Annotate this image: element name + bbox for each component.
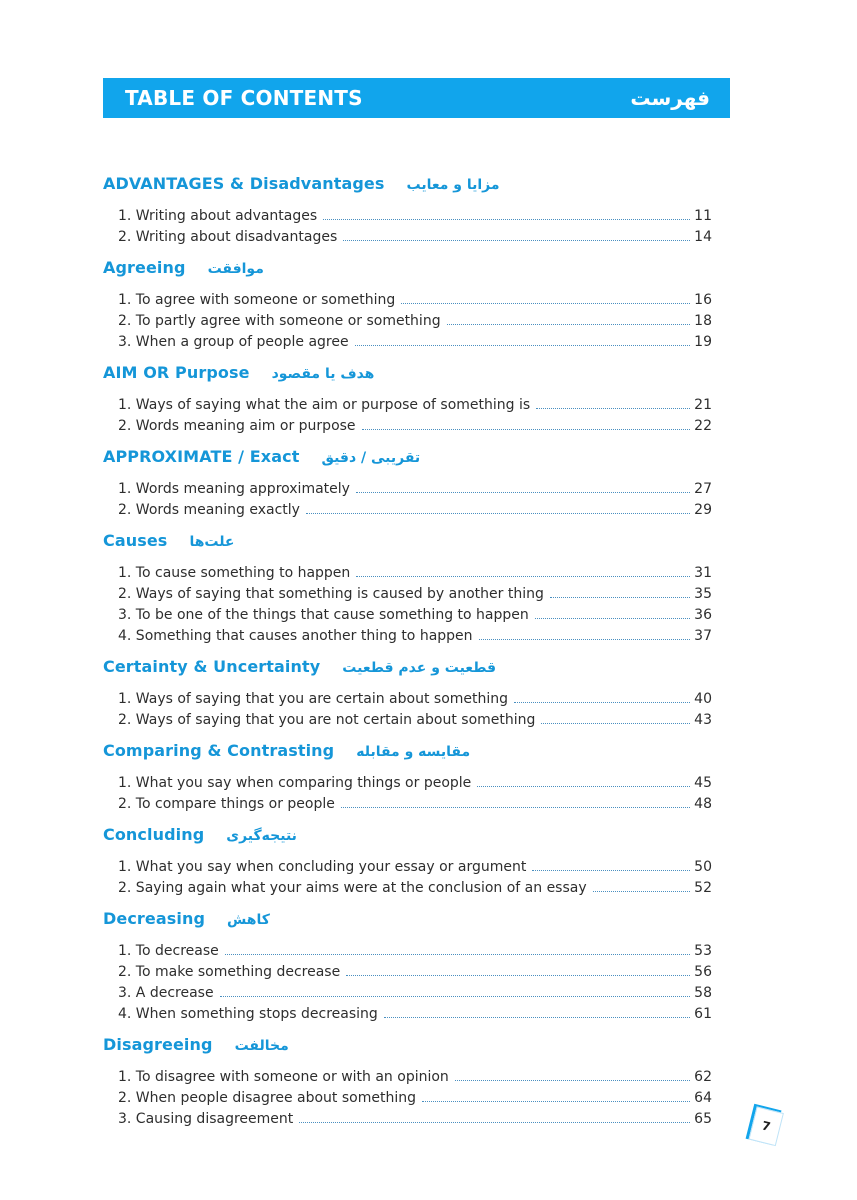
section-title: Concluding bbox=[103, 825, 205, 844]
dotted-leader bbox=[514, 702, 690, 703]
toc-entry bbox=[103, 602, 712, 623]
entry-page-number: 16 bbox=[694, 292, 712, 308]
entry-page-number: 43 bbox=[694, 712, 712, 728]
entry-text: 3. To be one of the things that cause something to happen bbox=[118, 607, 529, 623]
entry-page-number: 61 bbox=[694, 1006, 712, 1022]
toc-entry bbox=[103, 875, 712, 896]
toc-entry bbox=[103, 1064, 712, 1085]
entry-text: 1. To disagree with someone or with an opinion bbox=[118, 1069, 449, 1085]
entry-text: 4. Something that causes another thing to happen bbox=[118, 628, 473, 644]
entry-page-number: 22 bbox=[694, 418, 712, 434]
section-title: APPROXIMATE / Exact bbox=[103, 447, 300, 466]
section-heading bbox=[103, 258, 712, 283]
section-heading bbox=[103, 174, 712, 199]
toc-section bbox=[103, 363, 712, 434]
entry-page-number: 58 bbox=[694, 985, 712, 1001]
section-title: ADVANTAGES & Disadvantages bbox=[103, 174, 385, 193]
entry-text: 2. Ways of saying that you are not certain about something bbox=[118, 712, 536, 728]
section-title-persian: مخالفت bbox=[234, 1038, 289, 1054]
toc-entry bbox=[103, 707, 712, 728]
entry-text: 2. Words meaning exactly bbox=[118, 502, 300, 518]
page-title: TABLE OF CONTENTS bbox=[125, 86, 363, 110]
entry-page-number: 52 bbox=[694, 880, 712, 896]
toc-section bbox=[103, 825, 712, 896]
toc-entry bbox=[103, 686, 712, 707]
section-title-persian: کاهش bbox=[227, 912, 270, 928]
section-title-persian: نتیجه‌گیری bbox=[226, 828, 297, 844]
dotted-leader bbox=[355, 345, 690, 346]
entry-text: 1. Writing about advantages bbox=[118, 208, 318, 224]
dotted-leader bbox=[341, 807, 690, 808]
header-banner bbox=[103, 78, 730, 118]
entry-text: 3. Causing disagreement bbox=[118, 1111, 294, 1127]
toc-section bbox=[103, 1035, 712, 1127]
dotted-leader bbox=[356, 492, 690, 493]
toc-section bbox=[103, 741, 712, 812]
section-heading bbox=[103, 741, 712, 766]
dotted-leader bbox=[536, 408, 690, 409]
toc-entry bbox=[103, 476, 712, 497]
entry-text: 1. To cause something to happen bbox=[118, 565, 351, 581]
section-title: Causes bbox=[103, 531, 168, 550]
entry-text: 2. Words meaning aim or purpose bbox=[118, 418, 356, 434]
table-of-contents bbox=[103, 174, 712, 1140]
entry-page-number: 31 bbox=[694, 565, 712, 581]
page-number-badge bbox=[745, 1104, 786, 1151]
entry-page-number: 36 bbox=[694, 607, 712, 623]
section-heading bbox=[103, 825, 712, 850]
dotted-leader bbox=[356, 576, 690, 577]
toc-entry bbox=[103, 770, 712, 791]
dotted-leader bbox=[447, 324, 690, 325]
toc-entry bbox=[103, 980, 712, 1001]
toc-entry bbox=[103, 959, 712, 980]
entry-text: 2. Writing about disadvantages bbox=[118, 229, 338, 245]
toc-entry bbox=[103, 392, 712, 413]
entry-text: 2. Ways of saying that something is caused by another thing bbox=[118, 586, 544, 602]
entry-page-number: 27 bbox=[694, 481, 712, 497]
entry-page-number: 19 bbox=[694, 334, 712, 350]
dotted-leader bbox=[479, 639, 690, 640]
dotted-leader bbox=[422, 1101, 690, 1102]
section-title-persian: قطعیت و عدم قطعیت bbox=[342, 660, 497, 676]
dotted-leader bbox=[306, 513, 690, 514]
section-title-persian: مقایسه و مقابله bbox=[356, 744, 471, 760]
section-title-persian: تقریبی / دقیق bbox=[321, 450, 421, 466]
entry-text: 3. When a group of people agree bbox=[118, 334, 349, 350]
entry-text: 1. What you say when comparing things or people bbox=[118, 775, 472, 791]
toc-entry bbox=[103, 329, 712, 350]
entry-text: 1. What you say when concluding your essay or argument bbox=[118, 859, 527, 875]
entry-text: 2. When people disagree about something bbox=[118, 1090, 416, 1106]
entry-page-number: 53 bbox=[694, 943, 712, 959]
dotted-leader bbox=[593, 891, 690, 892]
entry-text: 4. When something stops decreasing bbox=[118, 1006, 378, 1022]
dotted-leader bbox=[535, 618, 690, 619]
toc-entry bbox=[103, 287, 712, 308]
dotted-leader bbox=[541, 723, 690, 724]
toc-section bbox=[103, 657, 712, 728]
entry-page-number: 65 bbox=[694, 1111, 712, 1127]
entry-text: 1. Ways of saying what the aim or purpose of something is bbox=[118, 397, 531, 413]
section-heading bbox=[103, 447, 712, 472]
section-title: Disagreeing bbox=[103, 1035, 213, 1054]
toc-entry bbox=[103, 308, 712, 329]
toc-section bbox=[103, 909, 712, 1022]
section-title-persian: هدف یا مقصود bbox=[271, 366, 375, 382]
toc-entry bbox=[103, 224, 712, 245]
page-number: 7 bbox=[760, 1118, 772, 1135]
dotted-leader bbox=[343, 240, 690, 241]
entry-text: 1. To decrease bbox=[118, 943, 219, 959]
toc-section bbox=[103, 531, 712, 644]
toc-entry bbox=[103, 413, 712, 434]
section-title-persian: موافقت bbox=[207, 261, 264, 277]
section-heading bbox=[103, 531, 712, 556]
toc-entry bbox=[103, 938, 712, 959]
toc-entry bbox=[103, 1085, 712, 1106]
toc-entry bbox=[103, 497, 712, 518]
entry-page-number: 50 bbox=[694, 859, 712, 875]
toc-entry bbox=[103, 1001, 712, 1022]
toc-entry bbox=[103, 791, 712, 812]
entry-page-number: 18 bbox=[694, 313, 712, 329]
section-title: Certainty & Uncertainty bbox=[103, 657, 321, 676]
section-title: Agreeing bbox=[103, 258, 186, 277]
toc-entry bbox=[103, 560, 712, 581]
entry-text: 2. To compare things or people bbox=[118, 796, 335, 812]
entry-text: 2. To make something decrease bbox=[118, 964, 341, 980]
entry-text: 3. A decrease bbox=[118, 985, 214, 1001]
dotted-leader bbox=[401, 303, 690, 304]
entry-text: 1. Words meaning approximately bbox=[118, 481, 350, 497]
toc-section bbox=[103, 447, 712, 518]
toc-entry bbox=[103, 1106, 712, 1127]
section-title-persian: علت‌ها bbox=[189, 534, 235, 550]
entry-page-number: 29 bbox=[694, 502, 712, 518]
toc-section bbox=[103, 258, 712, 350]
dotted-leader bbox=[362, 429, 690, 430]
page-title-persian: فهرست bbox=[630, 86, 710, 110]
toc-entry bbox=[103, 581, 712, 602]
section-heading bbox=[103, 1035, 712, 1060]
entry-page-number: 35 bbox=[694, 586, 712, 602]
toc-entry bbox=[103, 854, 712, 875]
entry-page-number: 37 bbox=[694, 628, 712, 644]
entry-text: 1. Ways of saying that you are certain about something bbox=[118, 691, 509, 707]
dotted-leader bbox=[532, 870, 690, 871]
dotted-leader bbox=[323, 219, 690, 220]
section-title: Decreasing bbox=[103, 909, 206, 928]
toc-entry bbox=[103, 623, 712, 644]
entry-page-number: 48 bbox=[694, 796, 712, 812]
dotted-leader bbox=[455, 1080, 690, 1081]
section-heading bbox=[103, 657, 712, 682]
section-heading bbox=[103, 363, 712, 388]
entry-page-number: 45 bbox=[694, 775, 712, 791]
entry-page-number: 14 bbox=[694, 229, 712, 245]
entry-page-number: 11 bbox=[694, 208, 712, 224]
entry-page-number: 40 bbox=[694, 691, 712, 707]
entry-page-number: 62 bbox=[694, 1069, 712, 1085]
section-heading bbox=[103, 909, 712, 934]
entry-text: 1. To agree with someone or something bbox=[118, 292, 396, 308]
dotted-leader bbox=[477, 786, 690, 787]
dotted-leader bbox=[299, 1122, 690, 1123]
dotted-leader bbox=[384, 1017, 690, 1018]
toc-entry bbox=[103, 203, 712, 224]
entry-page-number: 21 bbox=[694, 397, 712, 413]
dotted-leader bbox=[220, 996, 690, 997]
section-title-persian: مزایا و معایب bbox=[406, 177, 500, 193]
entry-text: 2. Saying again what your aims were at the conclusion of an essay bbox=[118, 880, 587, 896]
entry-page-number: 56 bbox=[694, 964, 712, 980]
toc-section bbox=[103, 174, 712, 245]
section-title: Comparing & Contrasting bbox=[103, 741, 335, 760]
entry-page-number: 64 bbox=[694, 1090, 712, 1106]
entry-text: 2. To partly agree with someone or something bbox=[118, 313, 441, 329]
dotted-leader bbox=[225, 954, 690, 955]
dotted-leader bbox=[550, 597, 690, 598]
dotted-leader bbox=[346, 975, 690, 976]
section-title: AIM OR Purpose bbox=[103, 363, 250, 382]
